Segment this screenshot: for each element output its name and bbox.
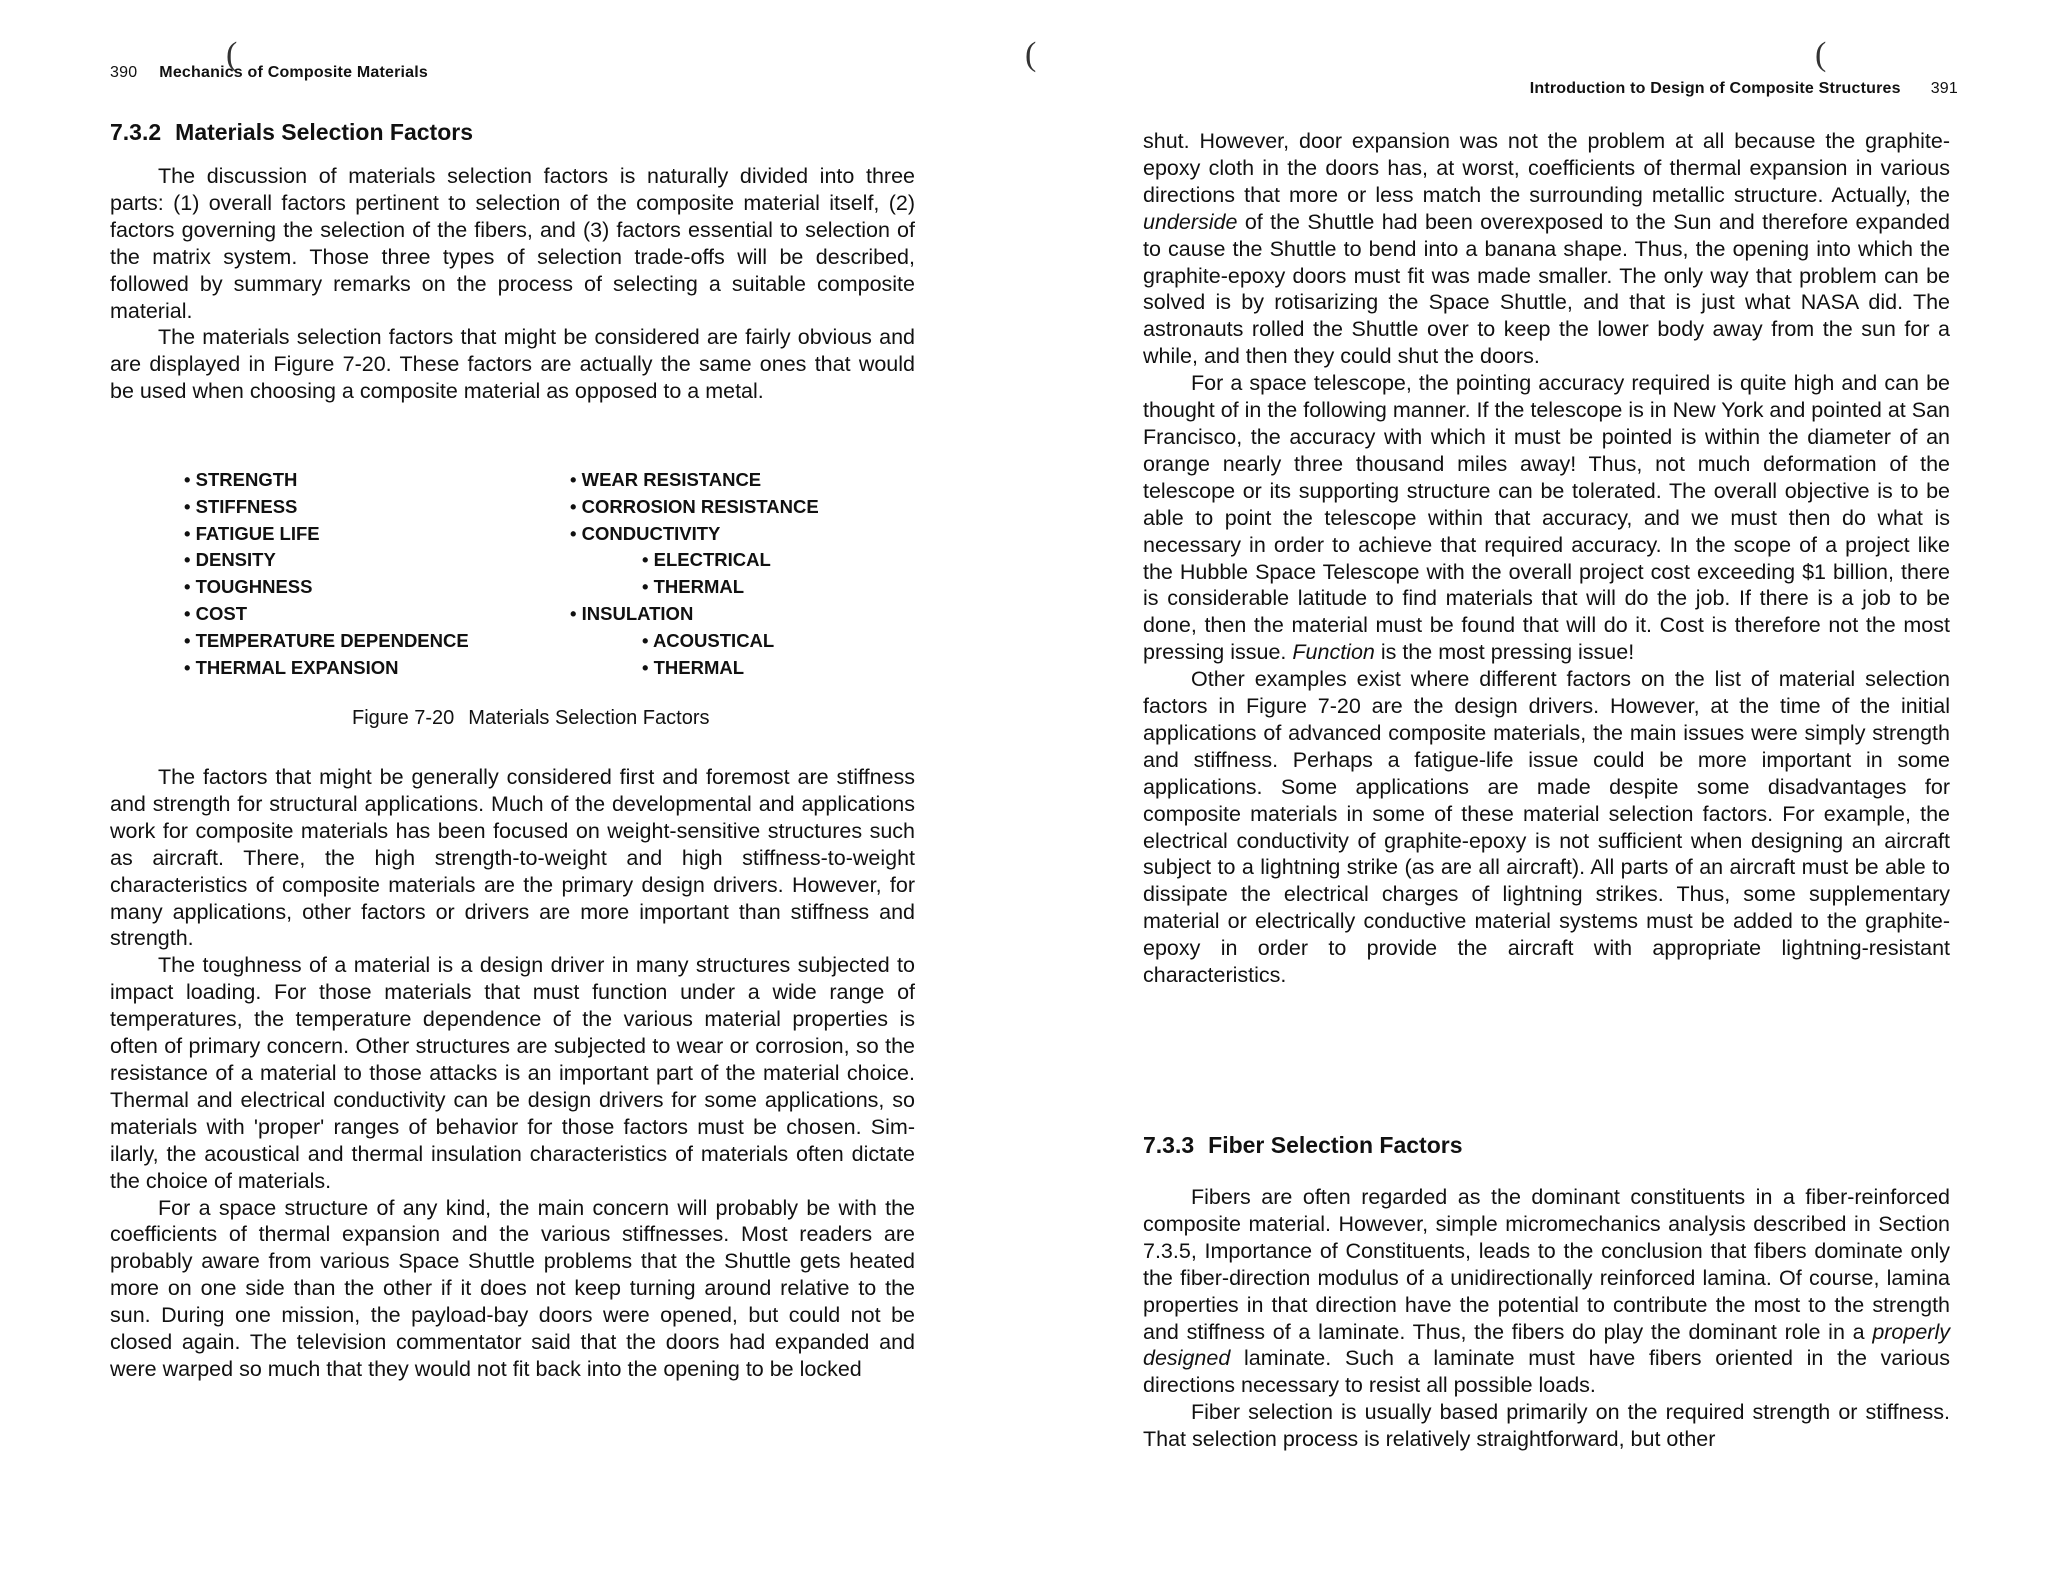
scan-artifact-paren: (: [1025, 36, 1037, 73]
figure-item: • CORROSION RESISTANCE: [570, 494, 819, 521]
figure-item: • CONDUCTIVITY: [570, 521, 819, 548]
figure-item: • THERMAL EXPANSION: [184, 655, 469, 682]
figure-item: • WEAR RESISTANCE: [570, 467, 819, 494]
figure-item: • STRENGTH: [184, 467, 469, 494]
paragraph: [1143, 370, 1950, 666]
figure-caption-text: Materials Selection Factors: [468, 707, 710, 729]
figure-item: • TOUGHNESS: [184, 574, 469, 601]
page-number: 391: [1930, 80, 1958, 97]
figure-item: • TEMPERATURE DEPENDENCE: [184, 628, 469, 655]
text-run: of the Shuttle had been overexposed to the Sun and therefore expanded to cause the Shuttle to bend into a banana shape. Thus, the opening into which the graphite-epoxy doors must fit was made smaller. The only way that problem can be solved is by rotisarizing the Space Shuttle, and that is just what NASA did. The astronauts rolled the Shuttle over to keep the lower body away from the sun for a while, and then they could shut the doors.: [1143, 209, 1950, 369]
running-title: Mechanics of Composite Materials: [159, 64, 428, 81]
body-text-bottom: [1143, 1184, 1950, 1453]
paragraph: Other examples exist where different factors on the list of material selection factors in Figure 7-20 are the design drivers. However, at the time of the initial applications of advanced composite materials, the main issues were simply strength and stiffness. Perhaps a fatigue-life issue could be more important in some applications. Some applications are made despite some disadvantages for composite materials in some of these material selection factors. For example, the electrical conductivity of graphite-epoxy is not sufficient when designing an aircraft subject to a lightning strike (as are all aircraft). All parts of an aircraft must be able to dissipate the electrical charges of lightning strikes. Thus, some supplementary material or electrically conductive material systems must be added to the graphite-epoxy in order to provide the aircraft with appropriate lightning-resistant characteristics.: [1143, 667, 1950, 988]
section-title: Materials Selection Factors: [175, 119, 473, 145]
running-header: [1530, 80, 1958, 98]
section-heading: [110, 119, 473, 146]
figure-7-20: [184, 467, 864, 729]
text-run: shut. However, door expansion was not the problem at all because the graphite-epoxy cloth in the doors has, at worst, coefficients of thermal expansion in various directions that more or less match the surrounding metallic structure. Actually, the: [1143, 129, 1950, 207]
figure-subitem: • ACOUSTICAL: [570, 628, 819, 655]
text-run: Fibers are often regarded as the dominant constituents in a fiber-reinforced composite material. However, simple micromechanics analysis described in Section 7.3.5, Importance of Constituents, leads to the conclusion that fibers dominate only the fiber-direction modulus of a unidirectionally reinforced lamina. Of course, lamina properties in that direction have the potential to contribute the most to the strength and stiffness of a laminate. Thus, the fibers do play the dominant role in a: [1143, 1185, 1950, 1344]
left-page: [110, 0, 920, 1582]
paragraph: [1143, 1184, 1950, 1399]
section-title: Fiber Selection Factors: [1208, 1132, 1463, 1158]
paragraph: For a space structure of any kind, the main concern will probably be with the coefficients of thermal expansion and the various stiffnesses. Most readers are probably aware from various Space Shuttle problems that the Shuttle gets heated more on one side than the other if it does not keep turning around relative to the sun. During one mission, the payload-bay doors were opened, but could not be closed again. The television commentator said that the doors had expanded and were warped so much that they would not fit back into the opening to be locked: [110, 1195, 915, 1381]
emphasis: Function: [1292, 640, 1375, 665]
text-run: For a space telescope, the pointing accuracy required is quite high and can be thought of in the following manner. If the telescope is in New York and pointed at San Francisco, the accuracy with which it must be pointed is within the diameter of an orange nearly three thousand miles away! Thus, not much deformation of the telescope or its supporting structure can be tolerated. The overall objective is to be able to point the telescope within that accuracy, and we must then do what is necessary in order to achieve that required accuracy. In the scope of a project like the Hubble Space Telescope with the overall project cost exceeding $1 billion, there is considerable latitude to find materials that will do the job. If there is a job to be done, then the material must be found that will do it. Cost is therefore not the most pressing issue.: [1143, 371, 1950, 665]
running-header: [110, 64, 428, 82]
right-page: [1143, 0, 1958, 1582]
figure-item: • DENSITY: [184, 547, 469, 574]
paragraph: [1143, 128, 1950, 370]
figure-item: • COST: [184, 601, 469, 628]
scan-artifact-paren: (: [226, 36, 238, 73]
section-heading: [1143, 1132, 1463, 1159]
figure-subitem: • THERMAL: [570, 574, 819, 601]
paragraph: The toughness of a material is a design driver in many structures subjected to impact loading. For those materials that must function under a wide range of temperatures, the temperature dependence of the various material properties is often of primary concern. Other structures are subjected to wear or corrosion, so the resistance of a material to those attacks is an important part of the material choice. Thermal and electrical conductivity can be design drivers for some applications, so materials with 'proper' ranges of behavior for those factors must be chosen. Similarly, the acoustical and thermal insulation characteristics of materials often dictate the choice of materials.: [110, 953, 915, 1193]
section-number: 7.3.2: [110, 119, 162, 145]
figure-item: • STIFFNESS: [184, 494, 469, 521]
text-run: laminate. Such a laminate must have fibers oriented in the various directions necessary to resist all possible loads.: [1143, 1346, 1950, 1398]
figure-item: • FATIGUE LIFE: [184, 521, 469, 548]
figure-item: • INSULATION: [570, 601, 819, 628]
figure-subitem: • THERMAL: [570, 655, 819, 682]
text-run: is the most pressing issue!: [1374, 640, 1635, 665]
running-title: Introduction to Design of Composite Structures: [1529, 80, 1901, 97]
section-number: 7.3.3: [1143, 1132, 1195, 1158]
figure-subitem: • ELECTRICAL: [570, 547, 819, 574]
figure-column-right: [570, 467, 819, 681]
body-text-bottom: [110, 764, 915, 1383]
figure-caption: [352, 707, 709, 730]
page-number: 390: [110, 64, 138, 81]
emphasis: properly designed: [1143, 1319, 1950, 1371]
paragraph: The materials selection factors that might be considered are fairly obvious and are displayed in Figure 7-20. These factors are actually the same ones that would be used when choosing a composite material as opposed to a metal.: [110, 325, 915, 404]
paragraph: Fiber selection is usually based primarily on the required strength or stiffness. That selection process is relatively straightforward, but other: [1143, 1400, 1950, 1452]
paragraph: The factors that might be generally considered first and foremost are stiffness and strength for structural applications. Much of the developmental and applications work for composite materials has been focused on weight-sensitive structures such as aircraft. There, the high strength-to-weight and high stiffness-to-weight characteristics of composite materials are the primary design drivers. However, for many applications, other factors or drivers are more important than stiffness and strength.: [110, 765, 915, 951]
scan-artifact-paren: (: [1815, 36, 1827, 73]
body-text-top: [110, 163, 915, 405]
paragraph: The discussion of materials selection factors is naturally divided into three parts: (1) overall factors pertinent to selection of the composite material itself, (2) factors governing the selection of the fibers, and (3) factors essential to selection of the matrix system. Those three types of selection trade-offs will be described, followed by summary remarks on the process of selecting a suitable composite material.: [110, 164, 915, 323]
figure-column-left: [184, 467, 469, 681]
body-text-top: [1143, 128, 1950, 989]
emphasis: underside: [1143, 209, 1238, 234]
figure-caption-label: Figure 7-20: [352, 707, 455, 729]
